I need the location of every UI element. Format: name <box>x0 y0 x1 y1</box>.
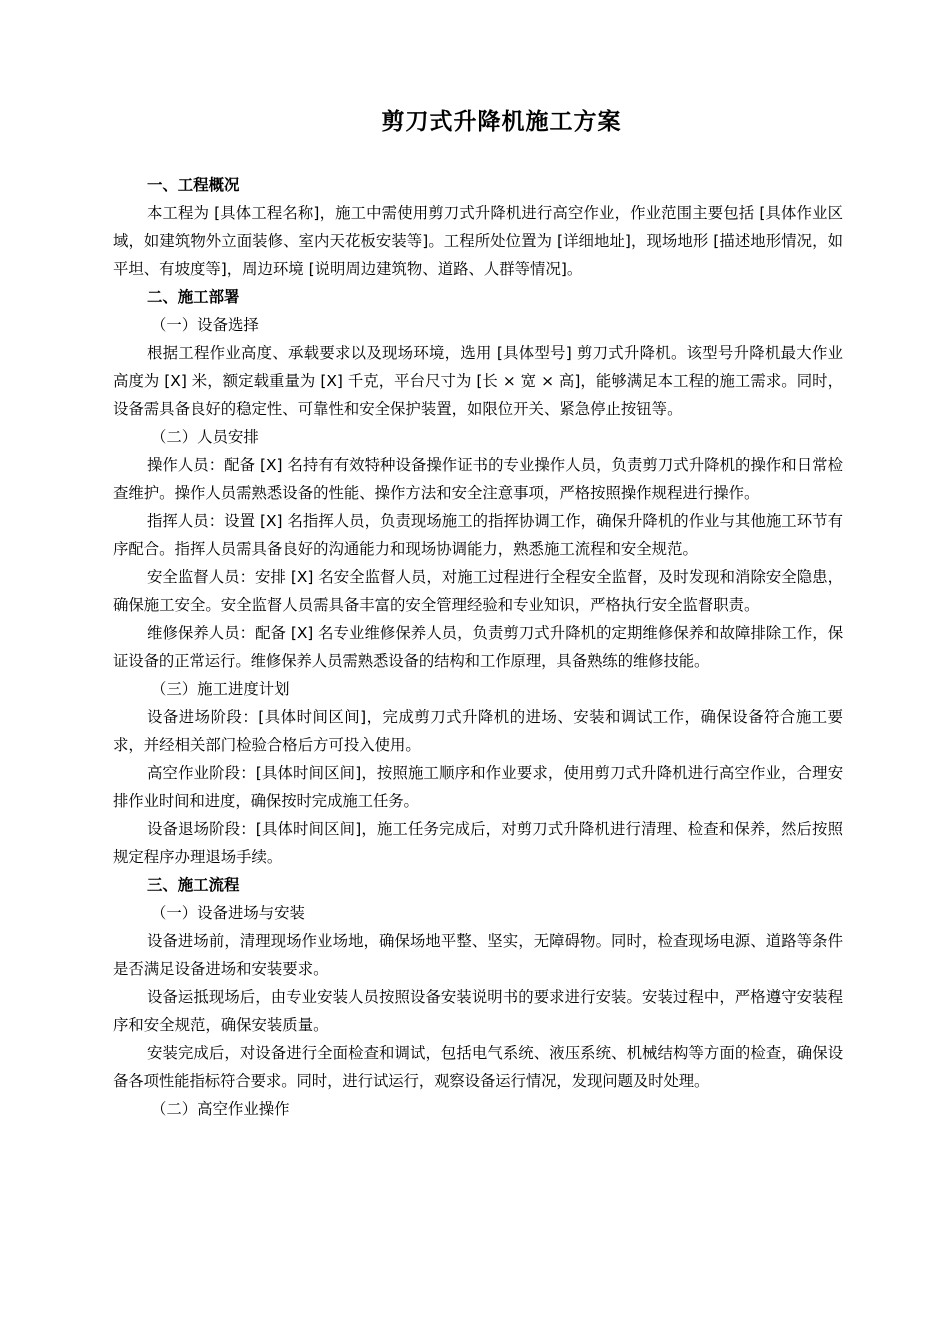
section-heading: 三、施工流程 <box>147 876 240 894</box>
section-heading: 二、施工部署 <box>147 288 240 306</box>
paragraph: 设备退场阶段：[具体时间区间]，施工任务完成后，对剪刀式升降机进行清理、检查和保养，然后按照规定程序办理退场手续。 <box>113 820 843 866</box>
paragraph: 安装完成后，对设备进行全面检查和调试，包括电气系统、液压系统、机械结构等方面的检查，确保设备各项性能指标符合要求。同时，进行试运行，观察设备运行情况，发现问题及时处理。 <box>113 1044 843 1090</box>
document-body <box>113 171 843 1123</box>
paragraph: 安全监督人员：安排 [X] 名安全监督人员，对施工过程进行全程安全监督，及时发现和消除安全隐患，确保施工安全。安全监督人员需具备丰富的安全管理经验和专业知识，严格执行安全监督职责。 <box>113 568 843 614</box>
paragraph: 维修保养人员：配备 [X] 名专业维修保养人员，负责剪刀式升降机的定期维修保养和故障排除工作，保证设备的正常运行。维修保养人员需熟悉设备的结构和工作原理，具备熟练的维修技能。 <box>113 624 843 670</box>
paragraph: 设备进场前，清理现场作业场地，确保场地平整、坚实，无障碍物。同时，检查现场电源、道路等条件是否满足设备进场和安装要求。 <box>113 932 843 978</box>
paragraph: 操作人员：配备 [X] 名持有有效特种设备操作证书的专业操作人员，负责剪刀式升降机的操作和日常检查维护。操作人员需熟悉设备的性能、操作方法和安全注意事项，严格按照操作规程进行操作。 <box>113 456 843 502</box>
subsection-heading: （三）施工进度计划 <box>151 680 290 698</box>
subsection-heading: （二）人员安排 <box>151 428 259 446</box>
paragraph: 指挥人员：设置 [X] 名指挥人员，负责现场施工的指挥协调工作，确保升降机的作业与其他施工环节有序配合。指挥人员需具备良好的沟通能力和现场协调能力，熟悉施工流程和安全规范。 <box>113 512 843 558</box>
paragraph: 设备进场阶段：[具体时间区间]，完成剪刀式升降机的进场、安装和调试工作，确保设备符合施工要求，并经相关部门检验合格后方可投入使用。 <box>113 708 843 754</box>
paragraph: 设备运抵现场后，由专业安装人员按照设备安装说明书的要求进行安装。安装过程中，严格遵守安装程序和安全规范，确保安装质量。 <box>113 988 843 1034</box>
subsection-heading: （二）高空作业操作 <box>151 1100 290 1118</box>
subsection-heading: （一）设备选择 <box>151 316 259 334</box>
paragraph: 本工程为 [具体工程名称]，施工中需使用剪刀式升降机进行高空作业，作业范围主要包括 [具体作业区域，如建筑物外立面装修、室内天花板安装等]。工程所处位置为 [详细地址]，现场地形 [描述地形情况，如平坦、有坡度等]，周边环境 [说明周边建筑物、道路、人群等情况]。 <box>113 204 843 278</box>
paragraph: 高空作业阶段：[具体时间区间]，按照施工顺序和作业要求，使用剪刀式升降机进行高空作业，合理安排作业时间和进度，确保按时完成施工任务。 <box>113 764 843 810</box>
paragraph: 根据工程作业高度、承载要求以及现场环境，选用 [具体型号] 剪刀式升降机。该型号升降机最大作业高度为 [X] 米，额定载重量为 [X] 千克，平台尺寸为 [长 × 宽 × 高]，能够满足本工程的施工需求。同时，设备需具备良好的稳定性、可靠性和安全保护装置，如限位开关、紧急停止按钮等。 <box>113 344 843 418</box>
subsection-heading: （一）设备进场与安装 <box>151 904 305 922</box>
document-title: 剪刀式升降机施工方案 <box>381 108 622 135</box>
section-heading: 一、工程概况 <box>147 176 240 194</box>
